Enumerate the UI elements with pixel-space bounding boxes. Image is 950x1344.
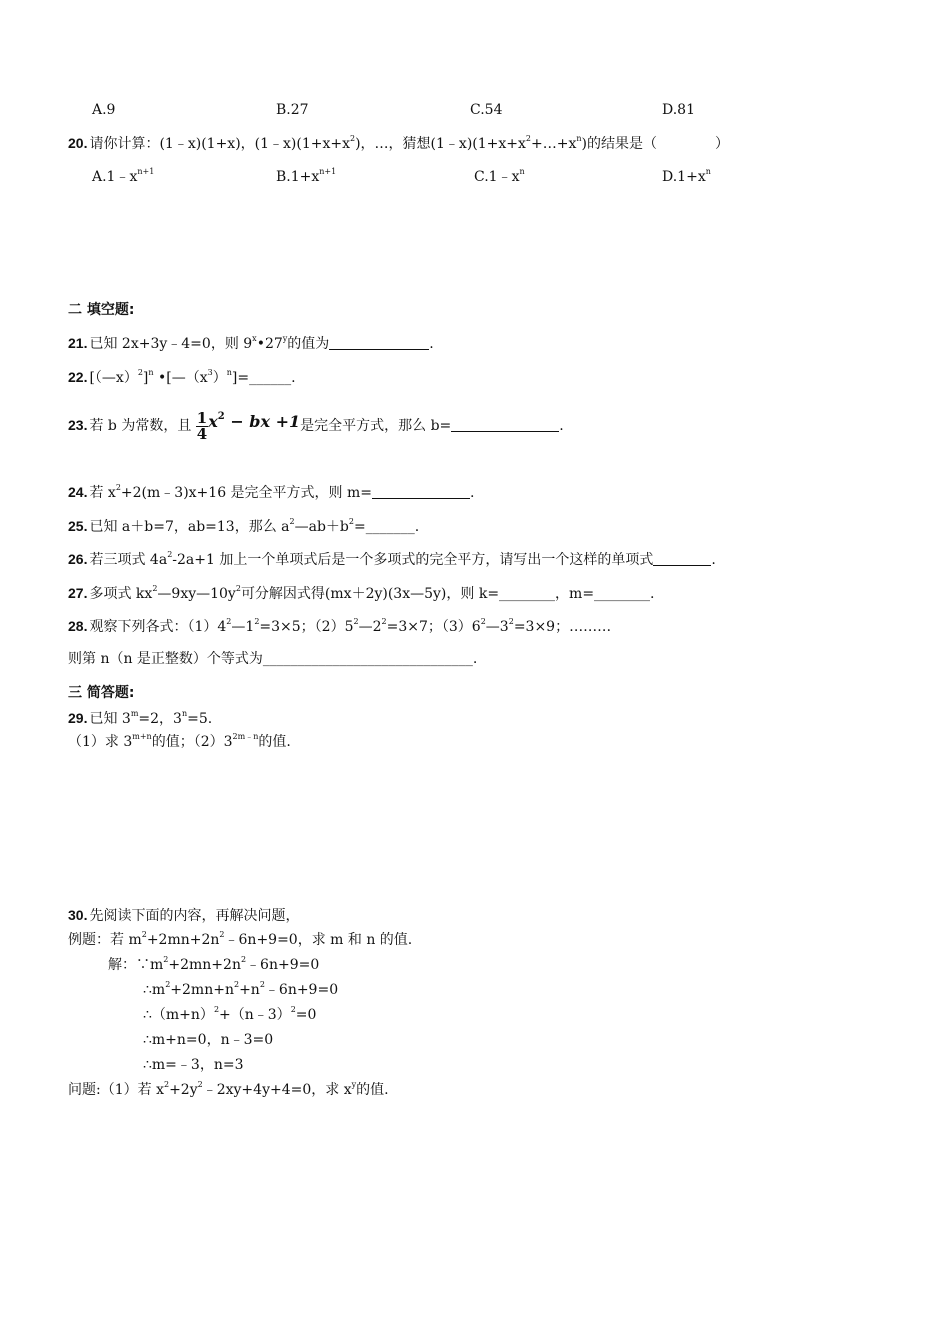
superscript: n bbox=[148, 368, 154, 377]
q20-sup: 2 bbox=[525, 134, 531, 143]
text-segment: =3×7；（3）6 bbox=[386, 619, 481, 635]
superscript: y bbox=[282, 334, 288, 343]
answer-blank[interactable] bbox=[653, 551, 711, 566]
text-segment: − bx +1 bbox=[224, 411, 301, 431]
answer-blank[interactable] bbox=[329, 335, 429, 350]
q20-text: )的结果是（ bbox=[581, 136, 657, 152]
question-number: 29. bbox=[68, 710, 88, 726]
superscript: 2 bbox=[213, 1005, 220, 1014]
text-segment: x bbox=[208, 411, 218, 431]
section-title-short-answer: 三 简答题: bbox=[68, 685, 135, 701]
text-segment: =3×9；……… bbox=[513, 619, 612, 635]
q30-solution-step-2 bbox=[143, 980, 338, 1000]
superscript: 2 bbox=[381, 617, 387, 626]
q20-sup: n bbox=[576, 134, 582, 143]
question-29-parts bbox=[68, 732, 291, 752]
text-segment: +2y bbox=[169, 1082, 198, 1098]
superscript: 2 bbox=[115, 483, 121, 492]
text-segment: =_______. bbox=[353, 519, 420, 535]
superscript: n bbox=[181, 709, 188, 718]
superscript: 2 bbox=[197, 1080, 203, 1089]
text-segment: +2mn+2n bbox=[146, 932, 220, 948]
text-segment: =5. bbox=[187, 711, 213, 727]
question-number: 22. bbox=[68, 369, 88, 385]
text-segment: •27 bbox=[256, 336, 283, 352]
text-segment: 若三项式 4a bbox=[89, 552, 168, 568]
text-segment: A.1﹣x bbox=[92, 169, 138, 185]
superscript: 2 bbox=[167, 550, 173, 559]
q20-option-c bbox=[474, 167, 525, 187]
text-segment: ∴m bbox=[143, 982, 166, 998]
question-27 bbox=[68, 583, 655, 604]
text-segment: +n bbox=[239, 982, 260, 998]
question-29 bbox=[68, 708, 212, 729]
q20-text: 请你计算：(1﹣x)(1+x)，(1﹣x)(1+x+x bbox=[89, 136, 350, 152]
q20-sup: 2 bbox=[350, 134, 356, 143]
text-segment: . bbox=[559, 418, 564, 434]
text-segment: ﹣6n+9=0，求 m 和 n 的值. bbox=[224, 932, 413, 948]
math-expression bbox=[208, 392, 300, 447]
text-segment: ] bbox=[142, 370, 149, 386]
text-segment: —1 bbox=[231, 619, 255, 635]
question-number: 23. bbox=[68, 417, 88, 433]
superscript: 2 bbox=[348, 517, 354, 526]
text-segment: ﹣6n+9=0 bbox=[264, 982, 339, 998]
text-segment: 1 bbox=[196, 408, 208, 427]
text-segment: [（—x） bbox=[89, 370, 138, 386]
q19-option-a: A.9 bbox=[92, 102, 116, 118]
text-segment: +2mn+2n bbox=[168, 957, 241, 973]
superscript: x bbox=[252, 334, 257, 343]
question-25 bbox=[68, 516, 419, 537]
question-21 bbox=[68, 333, 434, 354]
superscript: 2 bbox=[480, 617, 486, 626]
text-segment: 已知 2x+3y﹣4=0，则 9 bbox=[89, 336, 253, 352]
q19-option-c: C.54 bbox=[470, 102, 503, 118]
text-segment: —9xy—10y bbox=[157, 586, 236, 602]
question-20 bbox=[68, 133, 729, 154]
text-segment: B.1+x bbox=[276, 169, 320, 185]
text-segment: ） bbox=[212, 370, 227, 386]
text-segment: 已知 a＋b=7，ab=13，那么 a bbox=[89, 519, 290, 535]
text-segment: -2a+1 加上一个单项式后是一个多项式的完全平方，请写出一个这样的单项式 bbox=[172, 552, 654, 568]
q30-solution-step-5: ∴m=﹣3，n=3 bbox=[143, 1057, 244, 1073]
question-26 bbox=[68, 549, 716, 570]
text-segment: 解：∵m bbox=[108, 957, 164, 973]
superscript: 2 bbox=[219, 930, 225, 939]
question-23 bbox=[68, 400, 564, 450]
text-segment: 问题:（1）若 x bbox=[68, 1082, 164, 1098]
superscript: 2 bbox=[163, 1080, 170, 1089]
q30-solution-step-1 bbox=[108, 955, 319, 975]
q20-option-d bbox=[662, 167, 711, 187]
q20-text: +…+x bbox=[531, 136, 577, 152]
q19-option-b: B.27 bbox=[276, 102, 309, 118]
q30-solution-step-4: ∴m+n=0，n﹣3=0 bbox=[143, 1032, 274, 1048]
text-segment: 观察下列各式：（1）4 bbox=[89, 619, 227, 635]
text-segment: =2，3 bbox=[138, 711, 182, 727]
q20-text: ） bbox=[714, 136, 729, 152]
question-22 bbox=[68, 367, 296, 388]
question-number: 30. bbox=[68, 907, 88, 923]
text-segment: 可分解因式得(mx＋2y)(3x—5y)，则 k=________，m=________. bbox=[240, 586, 655, 602]
text-segment: ﹣2xy+4y+4=0，求 x bbox=[202, 1082, 352, 1098]
superscript: 2 bbox=[290, 1005, 296, 1014]
superscript: m+n bbox=[132, 732, 152, 741]
text-segment: . bbox=[470, 485, 475, 501]
section-title-fill-in: 二 填空题: bbox=[68, 302, 135, 318]
superscript: 2m﹣n bbox=[232, 732, 259, 741]
text-segment: 若 b 为常数，且 bbox=[89, 418, 192, 434]
text-segment: —ab＋b bbox=[294, 519, 349, 535]
text-segment: 是完全平方式，那么 b= bbox=[300, 418, 452, 434]
superscript: 2 bbox=[137, 368, 143, 377]
text-segment: +（n﹣3） bbox=[219, 1007, 291, 1023]
q20-text: )，…，猜想(1﹣x)(1+x+x bbox=[355, 136, 526, 152]
text-segment: 若 x bbox=[89, 485, 116, 501]
text-segment: ﹣6n+9=0 bbox=[246, 957, 320, 973]
text-segment: —2 bbox=[358, 619, 382, 635]
text-segment: +2(m﹣3)x+16 是完全平方式，则 m= bbox=[120, 485, 373, 501]
answer-blank[interactable] bbox=[372, 484, 470, 499]
text-segment: D.1+x bbox=[662, 169, 706, 185]
superscript: n bbox=[226, 368, 232, 377]
question-number: 26. bbox=[68, 551, 88, 567]
question-30 bbox=[68, 905, 299, 926]
q20-option-b bbox=[276, 167, 336, 187]
superscript: 2 bbox=[165, 980, 171, 989]
text-segment: 已知 3 bbox=[89, 711, 131, 727]
superscript: 3 bbox=[207, 368, 213, 377]
text-segment: ]=______. bbox=[231, 370, 296, 386]
question-number: 28. bbox=[68, 618, 88, 634]
superscript: 2 bbox=[226, 617, 232, 626]
answer-blank[interactable] bbox=[451, 417, 559, 432]
text-segment: •[—（x bbox=[153, 370, 208, 386]
superscript: 2 bbox=[152, 584, 158, 593]
superscript: 2 bbox=[259, 980, 265, 989]
superscript: n bbox=[705, 167, 711, 176]
superscript: 2 bbox=[240, 955, 247, 964]
text-segment: —3 bbox=[485, 619, 509, 635]
text-segment: C.1﹣x bbox=[474, 169, 520, 185]
superscript: 2 bbox=[233, 980, 240, 989]
superscript: n+1 bbox=[319, 167, 337, 176]
text-segment: . bbox=[711, 552, 716, 568]
text-segment: 2 bbox=[217, 410, 225, 422]
text-segment: （1）求 3 bbox=[68, 734, 133, 750]
q30-solution-step-3 bbox=[143, 1005, 316, 1025]
text-segment: =3×5；（2）5 bbox=[259, 619, 354, 635]
superscript: 2 bbox=[235, 584, 241, 593]
text-segment: 的值；（2）3 bbox=[151, 734, 233, 750]
text-segment: +2mn+n bbox=[170, 982, 234, 998]
question-28-line-2: 则第 n（n 是正整数）个等式为______________________________. bbox=[68, 651, 478, 667]
q19-option-d: D.81 bbox=[662, 102, 695, 118]
text-segment: 先阅读下面的内容，再解决问题， bbox=[89, 908, 300, 924]
question-number: 21. bbox=[68, 335, 88, 351]
text-segment: . bbox=[429, 336, 434, 352]
question-number: 25. bbox=[68, 518, 88, 534]
superscript: 2 bbox=[289, 517, 295, 526]
superscript: 2 bbox=[508, 617, 514, 626]
question-number: 24. bbox=[68, 484, 88, 500]
text-segment: 的值. bbox=[258, 734, 291, 750]
superscript: y bbox=[351, 1080, 357, 1089]
text-segment: ∴（m+n） bbox=[143, 1007, 214, 1023]
superscript: 2 bbox=[353, 617, 359, 626]
text-segment: 多项式 kx bbox=[89, 586, 153, 602]
q30-problem bbox=[68, 1080, 389, 1100]
text-segment: 的值为 bbox=[287, 336, 330, 352]
superscript: n+1 bbox=[137, 167, 155, 176]
text-segment: 的值. bbox=[356, 1082, 389, 1098]
superscript: 2 bbox=[163, 955, 169, 964]
superscript: 2 bbox=[141, 930, 147, 939]
superscript: m bbox=[130, 709, 139, 718]
fraction-one-quarter bbox=[196, 408, 208, 443]
superscript: n bbox=[519, 167, 525, 176]
text-segment: 4 bbox=[196, 424, 208, 443]
text-segment: 例题：若 m bbox=[68, 932, 142, 948]
question-28 bbox=[68, 616, 611, 637]
superscript: 2 bbox=[254, 617, 260, 626]
q30-example bbox=[68, 930, 412, 950]
question-number: 20. bbox=[68, 135, 88, 151]
q20-option-a bbox=[92, 167, 154, 187]
question-24 bbox=[68, 482, 474, 503]
question-number: 27. bbox=[68, 585, 88, 601]
text-segment: =0 bbox=[295, 1007, 317, 1023]
